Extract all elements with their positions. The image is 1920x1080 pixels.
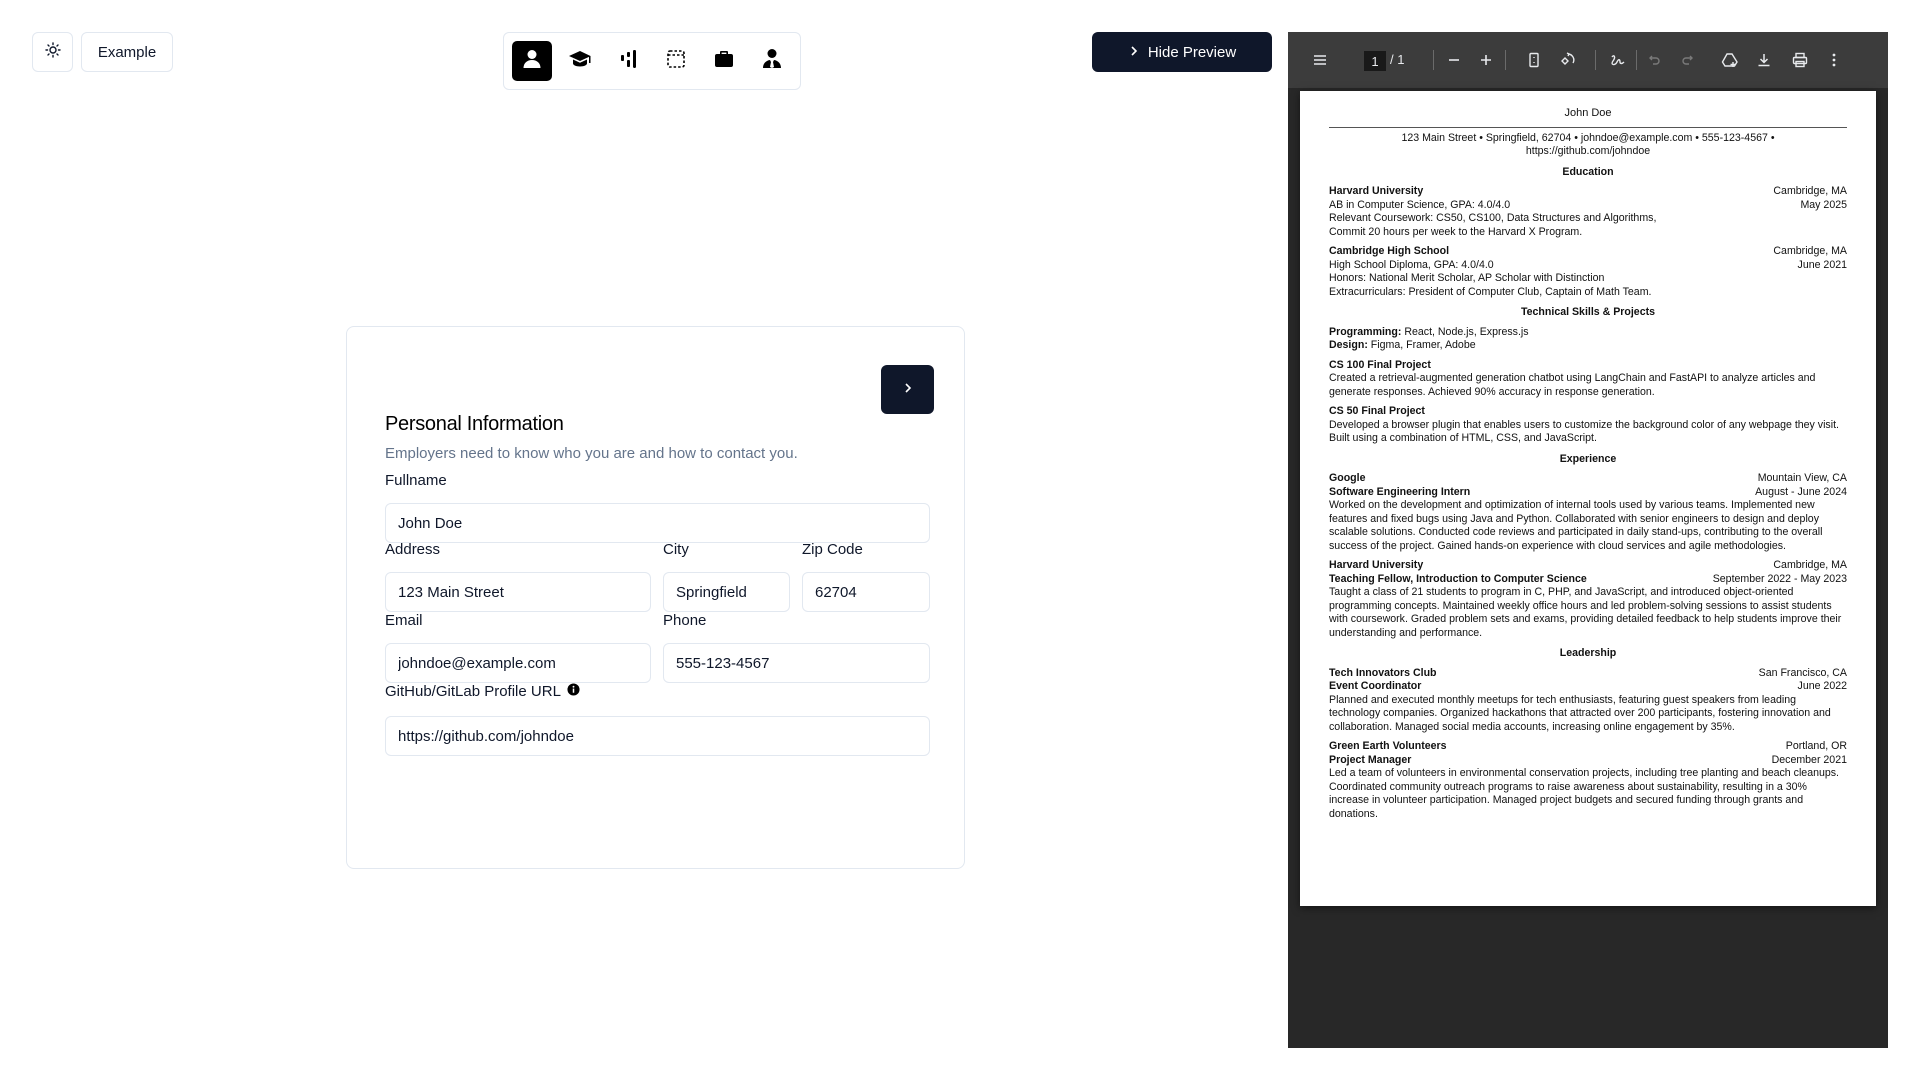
date: June 2021 [1797,258,1847,271]
location: Portland, OR [1785,740,1847,752]
degree: High School Diploma, GPA: 4.0/4.0 [1329,258,1494,271]
url-label-row [385,683,580,700]
section-title: Personal Information [385,413,564,435]
org-name: Green Earth Volunteers [1329,740,1447,752]
location: Cambridge, MA [1773,185,1847,197]
page-number-input[interactable]: 1 [1364,51,1386,71]
toolbar-divider [1505,50,1506,70]
city-label: City [663,541,689,558]
personal-information-card [346,326,965,869]
example-button[interactable] [81,32,173,72]
experience-description: Taught a class of 21 students to program in C, PHP, and JavaScript, and introduced object-oriented programming concepts. Maintained weekly office hours and led problem-solving sessions to assist students with coursework. Graded problem sets and exams, providing detailed feedback to help students improve their understanding and performance. [1329,586,1842,639]
step-tab-personal-information[interactable] [512,41,552,81]
skill-value: React, Node.js, Express.js [1401,325,1529,338]
city-input[interactable] [663,572,790,612]
role: Event Coordinator [1329,680,1422,692]
user-tie-icon [760,47,784,76]
rotate-icon[interactable] [1558,50,1578,70]
email-input[interactable] [385,643,651,683]
zoom-out-icon[interactable] [1444,50,1464,70]
address-label: Address [385,541,441,558]
school-name: Harvard University [1329,185,1424,197]
undo-icon[interactable] [1645,50,1665,70]
phone-input[interactable] [663,643,930,683]
fit-page-icon[interactable] [1524,50,1544,70]
leadership-entry [1329,667,1847,735]
menu-icon[interactable] [1310,50,1330,70]
pdf-toolbar [1288,32,1888,88]
info-icon[interactable] [567,683,580,700]
section-heading-skills: Technical Skills & Projects [1520,306,1656,318]
more-options-icon[interactable] [1824,50,1844,70]
step-tab-projects[interactable] [656,41,696,81]
fullname-label: Fullname [385,472,447,489]
org-name: Tech Innovators Club [1329,666,1437,679]
location: Cambridge, MA [1773,245,1847,257]
role: Software Engineering Intern [1329,485,1471,498]
graduation-cap-icon [568,47,592,76]
zip-input[interactable] [802,572,930,612]
example-label: Example [97,43,157,61]
divider [1329,127,1847,128]
project-entry [1329,405,1847,446]
section-heading-experience: Experience [1559,452,1617,465]
location: Cambridge, MA [1773,559,1847,571]
project-title: CS 100 Final Project [1329,358,1431,371]
degree: AB in Computer Science, GPA: 4.0/4.0 [1329,198,1511,211]
zoom-in-icon[interactable] [1476,50,1496,70]
project-title: CS 50 Final Project [1329,405,1425,417]
theme-toggle-button[interactable] [32,32,73,72]
print-icon[interactable] [1790,50,1810,70]
url-input[interactable] [385,716,930,756]
date: May 2025 [1800,198,1847,211]
chevron-right-icon [1128,44,1140,61]
section-heading-leadership: Leadership [1559,647,1617,659]
project-entry [1329,359,1847,400]
step-tab-skills[interactable] [608,41,648,81]
education-entry [1329,245,1847,299]
drive-add-icon[interactable] [1720,50,1740,70]
resume-contact [1329,132,1847,159]
org-name: Harvard University [1329,559,1424,571]
pdf-viewer [1288,32,1888,1048]
toolbar-divider [1433,50,1434,70]
page-total: / 1 [1390,52,1405,67]
resume-name: John Doe [1564,107,1612,119]
leadership-description: Led a team of volunteers in environmental conservation projects, including tree planting and beach cleanups. Coordinated community outreach programs to raise awareness about sustainability, resulting in a 30% increase in volunteer participation. Managed project budgets and secured funding through grants and donations. [1329,767,1839,820]
date: June 2022 [1797,680,1847,692]
org-name: Google [1329,472,1366,484]
date: September 2022 - May 2023 [1712,572,1847,585]
dashed-frame-icon [664,47,688,76]
skill-label: Design: [1329,339,1368,351]
skills-block [1329,326,1847,353]
fullname-input[interactable] [385,503,930,543]
pdf-page [1300,91,1876,906]
education-detail: Commit 20 hours per week to the Harvard X Program. [1329,225,1583,238]
education-detail: Honors: National Merit Scholar, AP Scholar with Distinction [1329,272,1605,284]
date: August - June 2024 [1755,485,1847,498]
redo-icon[interactable] [1677,50,1697,70]
date: December 2021 [1771,753,1847,766]
leadership-description: Planned and executed monthly meetups for tech enthusiasts, featuring guest speakers from leading technology companies. Organized hackathons that attracted over 200 participants, fostering innovation and collaboration. Managed social media accounts, increasing online engagement by 35%. [1329,693,1831,733]
download-icon[interactable] [1754,50,1774,70]
experience-description: Worked on the development and optimization of internal tools used by various teams. Implemented new features and fixed bugs using Java and Python. Collaborated with senior engineers to design and deploy scalable solutions. Conducted code reviews and participated in daily stand-ups, contributing to the overall success of the project. Gained hands-on experience with cloud services and agile methodologies. [1329,499,1823,552]
experience-entry [1329,472,1847,553]
contact-url: https://github.com/johndoe [1525,145,1651,157]
section-heading-education: Education [1562,165,1614,178]
phone-label: Phone [663,612,707,629]
step-tab-experience[interactable] [704,41,744,81]
step-tab-leadership[interactable] [752,41,792,81]
skills-bars-icon [616,47,640,76]
toolbar-divider [1595,50,1596,70]
address-input[interactable] [385,572,651,612]
skill-label: Programming: [1329,325,1402,338]
sun-icon [45,42,61,62]
hide-preview-button[interactable] [1092,32,1272,72]
zip-label: Zip Code [802,541,863,558]
role: Project Manager [1329,753,1412,766]
education-detail: Relevant Coursework: CS50, CS100, Data Structures and Algorithms, [1329,212,1657,224]
step-navigation [503,32,801,90]
chevron-right-icon [902,381,914,399]
briefcase-icon [712,47,736,76]
email-label: Email [385,612,423,629]
toolbar-divider [1636,50,1637,70]
project-description: Developed a browser plugin that enables users to customize the background color of any webpage they visit. Built using a combination of HTML, CSS, and JavaScript. [1329,418,1839,444]
draw-icon[interactable] [1608,50,1628,70]
url-label: GitHub/GitLab Profile URL [385,683,561,700]
education-entry [1329,185,1847,239]
user-icon [520,47,544,76]
project-description: Created a retrieval-augmented generation chatbot using LangChain and FastAPI to analyze articles and generate responses. Achieved 90% accuracy in response generation. [1329,372,1816,398]
role: Teaching Fellow, Introduction to Computer Science [1329,572,1587,585]
education-detail: Extracurriculars: President of Computer Club, Captain of Math Team. [1329,285,1652,298]
location: Mountain View, CA [1757,472,1847,484]
location: San Francisco, CA [1758,666,1847,679]
section-description: Employers need to know who you are and how to contact you. [385,445,798,462]
next-step-button[interactable] [881,365,934,414]
skill-value: Figma, Framer, Adobe [1367,339,1476,351]
experience-entry [1329,559,1847,640]
leadership-entry [1329,740,1847,821]
contact-line: 123 Main Street • Springfield, 62704 • johndoe@example.com • 555-123-4567 • [1401,131,1775,144]
step-tab-education[interactable] [560,41,600,81]
hide-preview-label: Hide Preview [1147,43,1237,61]
school-name: Cambridge High School [1329,245,1450,257]
